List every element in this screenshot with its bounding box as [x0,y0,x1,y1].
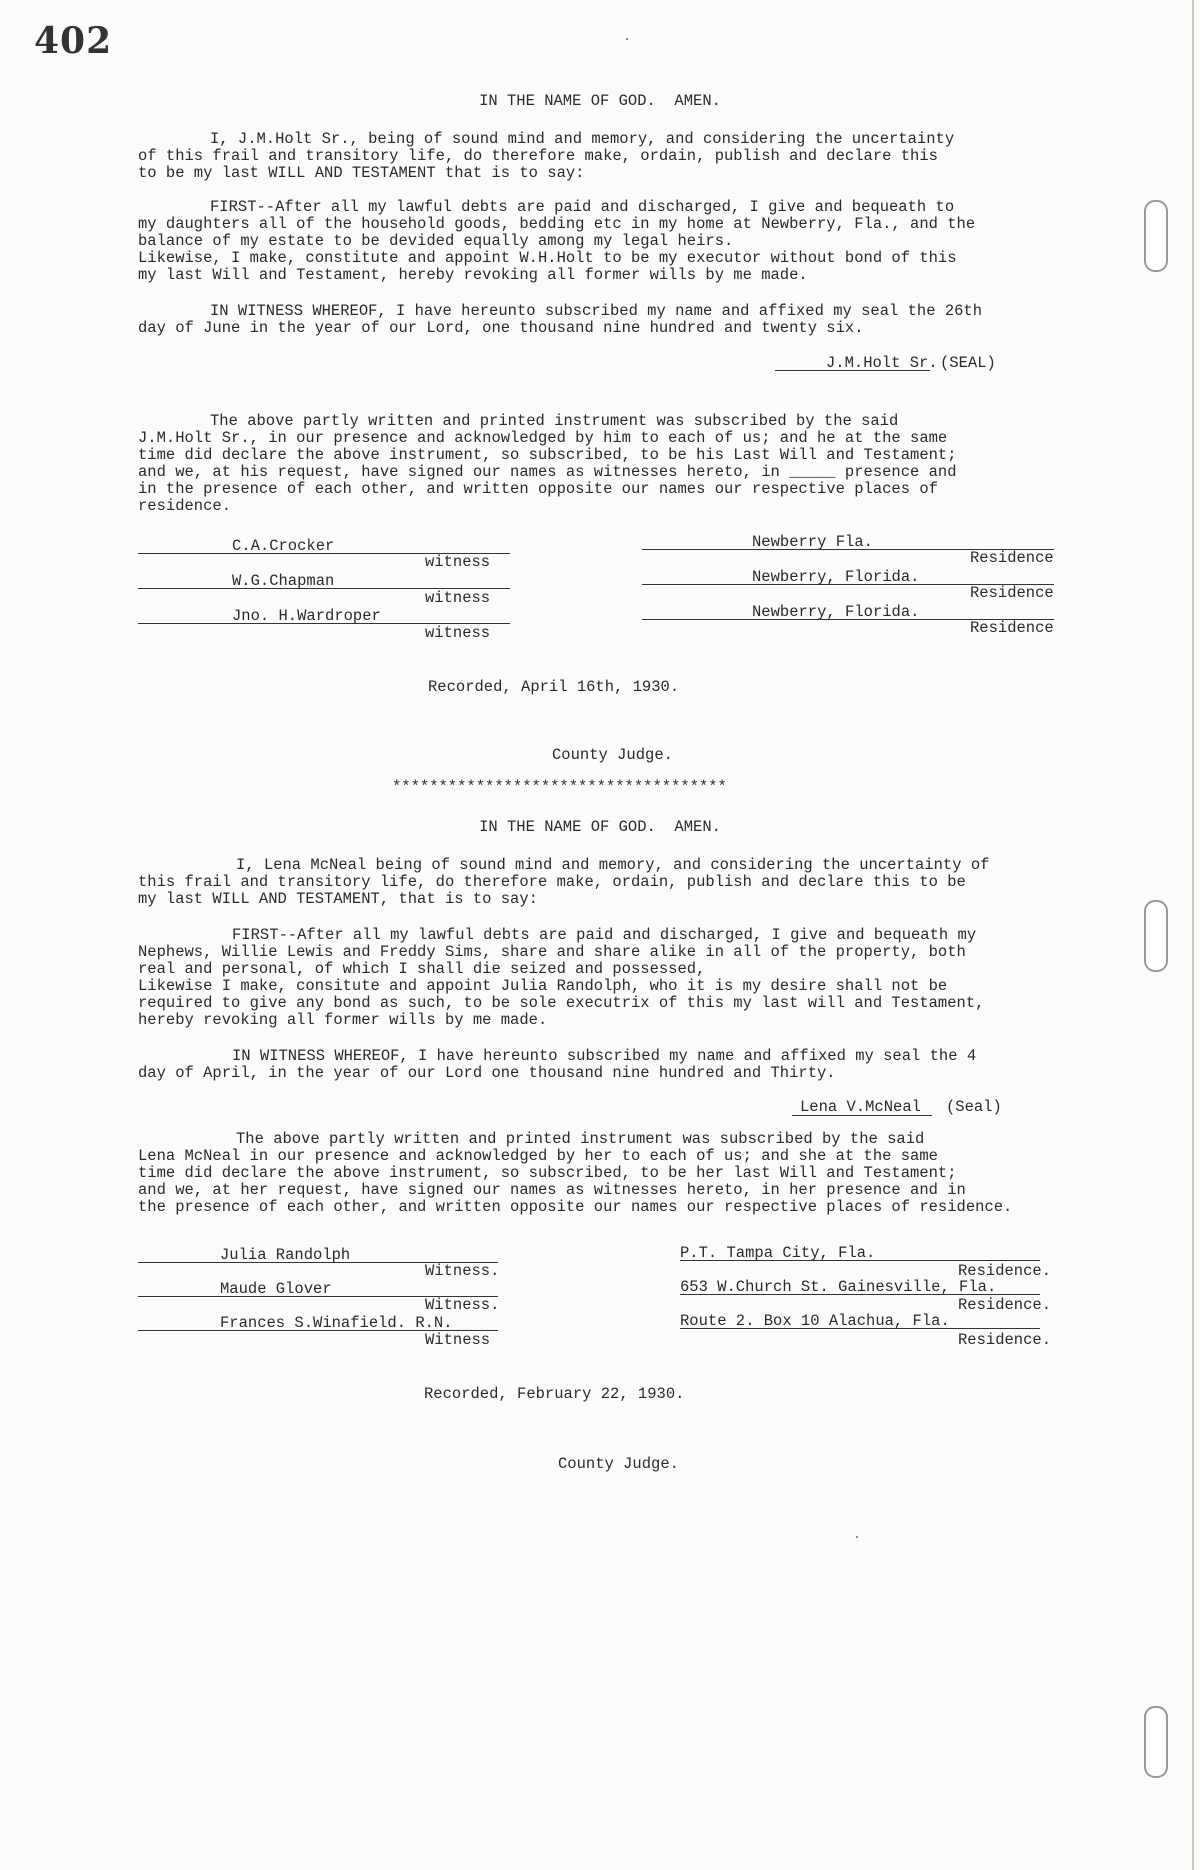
will2-attestation-line: and we, at her request, have signed our names as witnesses hereto, in her presence and in [138,1181,966,1199]
will1-residence: Newberry, Florida. [752,603,920,621]
will2-witness-name: Julia Randolph [220,1246,351,1264]
will1-first-line: balance of my estate to be devided equally among my legal heirs. [138,232,734,250]
will1-residence: Newberry, Florida. [752,568,920,586]
will1-heading: IN THE NAME OF GOD. AMEN. [479,92,721,110]
will1-witness-label: witness [425,624,491,642]
speck [856,1536,858,1538]
will1-seal: (SEAL) [940,354,996,372]
will2-intro-line: I, Lena McNeal being of sound mind and memory, and considering the uncertainty of [236,856,990,874]
will1-attestation-line: time did declare the above instrument, so subscribed, to be his Last Will and Testament; [138,446,957,464]
will2-attestation-line: The above partly written and printed instrument was subscribed by the said [236,1130,925,1148]
will1-residence-label: Residence [970,584,1054,602]
page-number: 402 [34,20,113,62]
will1-witness-clause-line: day of June in the year of our Lord, one thousand nine hundred and twenty six. [138,319,864,337]
will2-seal: (Seal) [946,1098,1002,1116]
will1-residence-label: Residence [970,549,1054,567]
will2-first-line: Likewise I make, consitute and appoint Julia Randolph, who it is my desire shall not be [138,977,948,995]
will2-residence: Route 2. Box 10 Alachua, Fla. [680,1312,950,1330]
will2-witness-name: Maude Glover [220,1280,332,1298]
will2-witness-clause-line: IN WITNESS WHEREOF, I have hereunto subscribed my name and affixed my seal the 4 [232,1047,977,1065]
will1-intro-line: to be my last WILL AND TESTAMENT that is to say: [138,164,585,182]
will1-signature: J.M.Holt Sr. [826,354,938,372]
will1-attestation-line: and we, at his request, have signed our names as witnesses hereto, in _____ presence and [138,463,957,481]
binder-hole [1144,900,1168,972]
will2-first-line: real and personal, of which I shall die seized and possessed, [138,960,706,978]
will2-first-line: required to give any bond as such, to be sole executrix of this my last will and Testament, [138,994,985,1012]
will2-intro-line: my last WILL AND TESTAMENT, that is to say: [138,890,538,908]
will1-witness-label: witness [425,553,491,571]
will1-intro-line: I, J.M.Holt Sr., being of sound mind and memory, and considering the uncertainty [210,130,955,148]
will1-witness-name: W.G.Chapman [232,572,335,590]
will2-attestation-line: time did declare the above instrument, so subscribed, to be her last Will and Testament; [138,1164,957,1182]
will1-judge: County Judge. [552,746,673,764]
will1-witness-label: witness [425,589,491,607]
binder-hole [1144,200,1168,272]
will1-attestation-line: residence. [138,497,232,515]
will2-first-line: FIRST--After all my lawful debts are paid and discharged, I give and bequeath my [232,926,977,944]
will2-witness-label: Witness. [425,1262,500,1280]
will1-witness-name: C.A.Crocker [232,537,335,555]
will2-signature: Lena V.McNeal [800,1098,921,1116]
will2-attestation-line: the presence of each other, and written opposite our names our respective places of residence. [138,1198,1013,1216]
separator: ************************************ [392,778,727,796]
will2-residence: P.T. Tampa City, Fla. [680,1244,876,1262]
will2-judge: County Judge. [558,1455,679,1473]
will2-witness-clause-line: day of April, in the year of our Lord one thousand nine hundred and Thirty. [138,1064,836,1082]
will1-first-line: my daughters all of the household goods, bedding etc in my home at Newberry, Fla., and the [138,215,976,233]
will1-residence: Newberry Fla. [752,533,873,551]
will1-attestation-line: in the presence of each other, and written opposite our names our respective places of [138,480,938,498]
will2-witness-label: Witness [425,1331,491,1349]
will2-residence-label: Residence. [958,1262,1052,1280]
speck [626,38,628,40]
will2-residence: 653 W.Church St. Gainesville, Fla. [680,1278,997,1296]
will1-first-line: my last Will and Testament, hereby revoking all former wills by me made. [138,266,808,284]
will2-witness-name: Frances S.Winafield. R.N. [220,1314,453,1332]
will1-witness-name: Jno. H.Wardroper [232,607,381,625]
will2-attestation-line: Lena McNeal in our presence and acknowledged by her to each of us; and she at the same [138,1147,938,1165]
will1-residence-label: Residence [970,619,1054,637]
will1-attestation-line: The above partly written and printed instrument was subscribed by the said [210,412,899,430]
will2-witness-label: Witness. [425,1296,500,1314]
will2-recorded: Recorded, February 22, 1930. [424,1385,685,1403]
will1-attestation-line: J.M.Holt Sr., in our presence and acknowledged by him to each of us; and he at the same [138,429,948,447]
will2-heading: IN THE NAME OF GOD. AMEN. [479,818,721,836]
binder-hole [1144,1706,1168,1778]
will2-first-line: hereby revoking all former wills by me made. [138,1011,548,1029]
will2-first-line: Nephews, Willie Lewis and Freddy Sims, share and share alike in all of the property, both [138,943,966,961]
will1-recorded: Recorded, April 16th, 1930. [428,678,680,696]
will1-first-line: FIRST--After all my lawful debts are paid and discharged, I give and bequeath to [210,198,955,216]
will1-witness-clause-line: IN WITNESS WHEREOF, I have hereunto subscribed my name and affixed my seal the 26th [210,302,983,320]
will2-intro-line: this frail and transitory life, do therefore make, ordain, publish and declare this to be [138,873,966,891]
will2-residence-label: Residence. [958,1296,1052,1314]
will1-first-line: Likewise, I make, constitute and appoint W.H.Holt to be my executor without bond of this [138,249,957,267]
will1-intro-line: of this frail and transitory life, do therefore make, ordain, publish and declare this [138,147,938,165]
will2-residence-label: Residence. [958,1331,1052,1349]
